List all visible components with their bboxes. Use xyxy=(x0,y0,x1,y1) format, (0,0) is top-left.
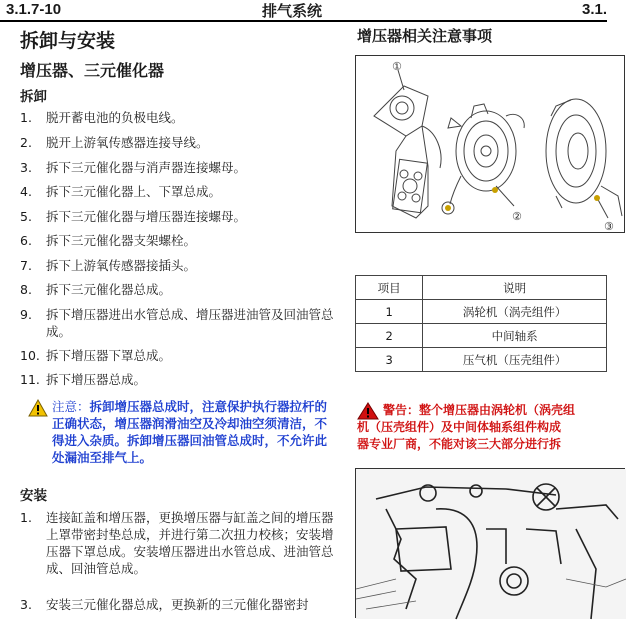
section-number-right: 3.1. xyxy=(582,1,608,18)
right-column xyxy=(345,22,614,609)
list-item: 3. 拆下三元催化器与消声器连接螺母。 xyxy=(20,160,247,175)
turbocharger-exploded-figure xyxy=(355,55,625,233)
warning-line: 器专业厂商，不能对该三大部分进行拆 xyxy=(357,437,562,451)
column-header: 说明 xyxy=(423,276,607,300)
list-item: 7. 拆下上游氧传感器接插头。 xyxy=(20,258,197,273)
notice-text: 拆卸增压器总成时，注意保护执行器拉杆的正确状态，增压器润滑油空及冷却油空须清洁，不得进入杂质。拆卸增压器回油管总成时，不允许此处漏油至排气上。 xyxy=(52,399,328,465)
page-header xyxy=(0,0,607,22)
table-row: 3 压气机（压壳组件） xyxy=(356,348,607,372)
section-number: 3.1.7-10 xyxy=(6,1,62,18)
callout-3: ③ xyxy=(604,220,614,233)
notice-label: 注意： xyxy=(52,399,90,414)
page-title: 拆卸与安装 xyxy=(20,30,116,52)
list-item: 1. 脱开蓄电池的负极电线。 xyxy=(20,110,184,125)
table-header-row xyxy=(356,276,607,300)
list-item: 9. 拆下增压器进出水管总成、增压器进油管及回油管总成。 xyxy=(20,307,334,339)
warning-triangle-icon xyxy=(357,402,379,420)
left-column xyxy=(0,22,345,612)
list-item: 6. 拆下三元催化器支架螺栓。 xyxy=(20,233,197,248)
table-row: 1 涡轮机（涡壳组件） xyxy=(356,300,607,324)
column-header: 项目 xyxy=(356,276,423,300)
engine-installation-figure xyxy=(355,468,625,618)
list-item: 8. 拆下三元催化器总成。 xyxy=(20,282,172,297)
turbocharger-drawing xyxy=(356,56,626,234)
list-item: 3. 安装三元催化器总成，更换新的三元催化器密封 xyxy=(20,597,309,612)
list-item: 11. 拆下增压器总成。 xyxy=(20,372,147,387)
caution-notice xyxy=(28,398,338,466)
removal-heading: 拆卸 xyxy=(20,89,47,105)
callout-1: ① xyxy=(392,60,402,73)
install-heading: 安装 xyxy=(20,488,47,504)
table-row: 2 中间轴系 xyxy=(356,324,607,348)
section-subtitle: 增压器、三元催化器 xyxy=(20,61,165,80)
list-item: 1. 连接缸盖和增压器，更换增压器与缸盖之间的增压器上罩带密封垫总成，并进行第二次扭力校核；安装增压器下罩总成。安装增压器进出水管总成、进油管总成、回油管总成。 xyxy=(20,510,334,576)
warning-notice xyxy=(357,402,617,453)
list-item: 5. 拆下三元催化器与增压器连接螺母。 xyxy=(20,209,247,224)
warning-line: 警告：整个增压器由涡轮机（涡壳组 xyxy=(383,403,576,417)
list-item: 4. 拆下三元催化器上、下罩总成。 xyxy=(20,184,222,199)
caution-triangle-icon xyxy=(28,399,48,417)
callout-2: ② xyxy=(512,210,522,223)
notes-title: 增压器相关注意事项 xyxy=(357,27,493,45)
chapter-title: 排气系统 xyxy=(262,2,323,20)
list-item: 2. 脱开上游氧传感器连接导线。 xyxy=(20,135,209,150)
engine-drawing xyxy=(356,469,626,619)
parts-table xyxy=(355,275,607,372)
warning-line: 机（压壳组件）及中间体轴系组件构成 xyxy=(357,420,562,434)
list-item: 10. 拆下增压器下罩总成。 xyxy=(20,348,172,363)
